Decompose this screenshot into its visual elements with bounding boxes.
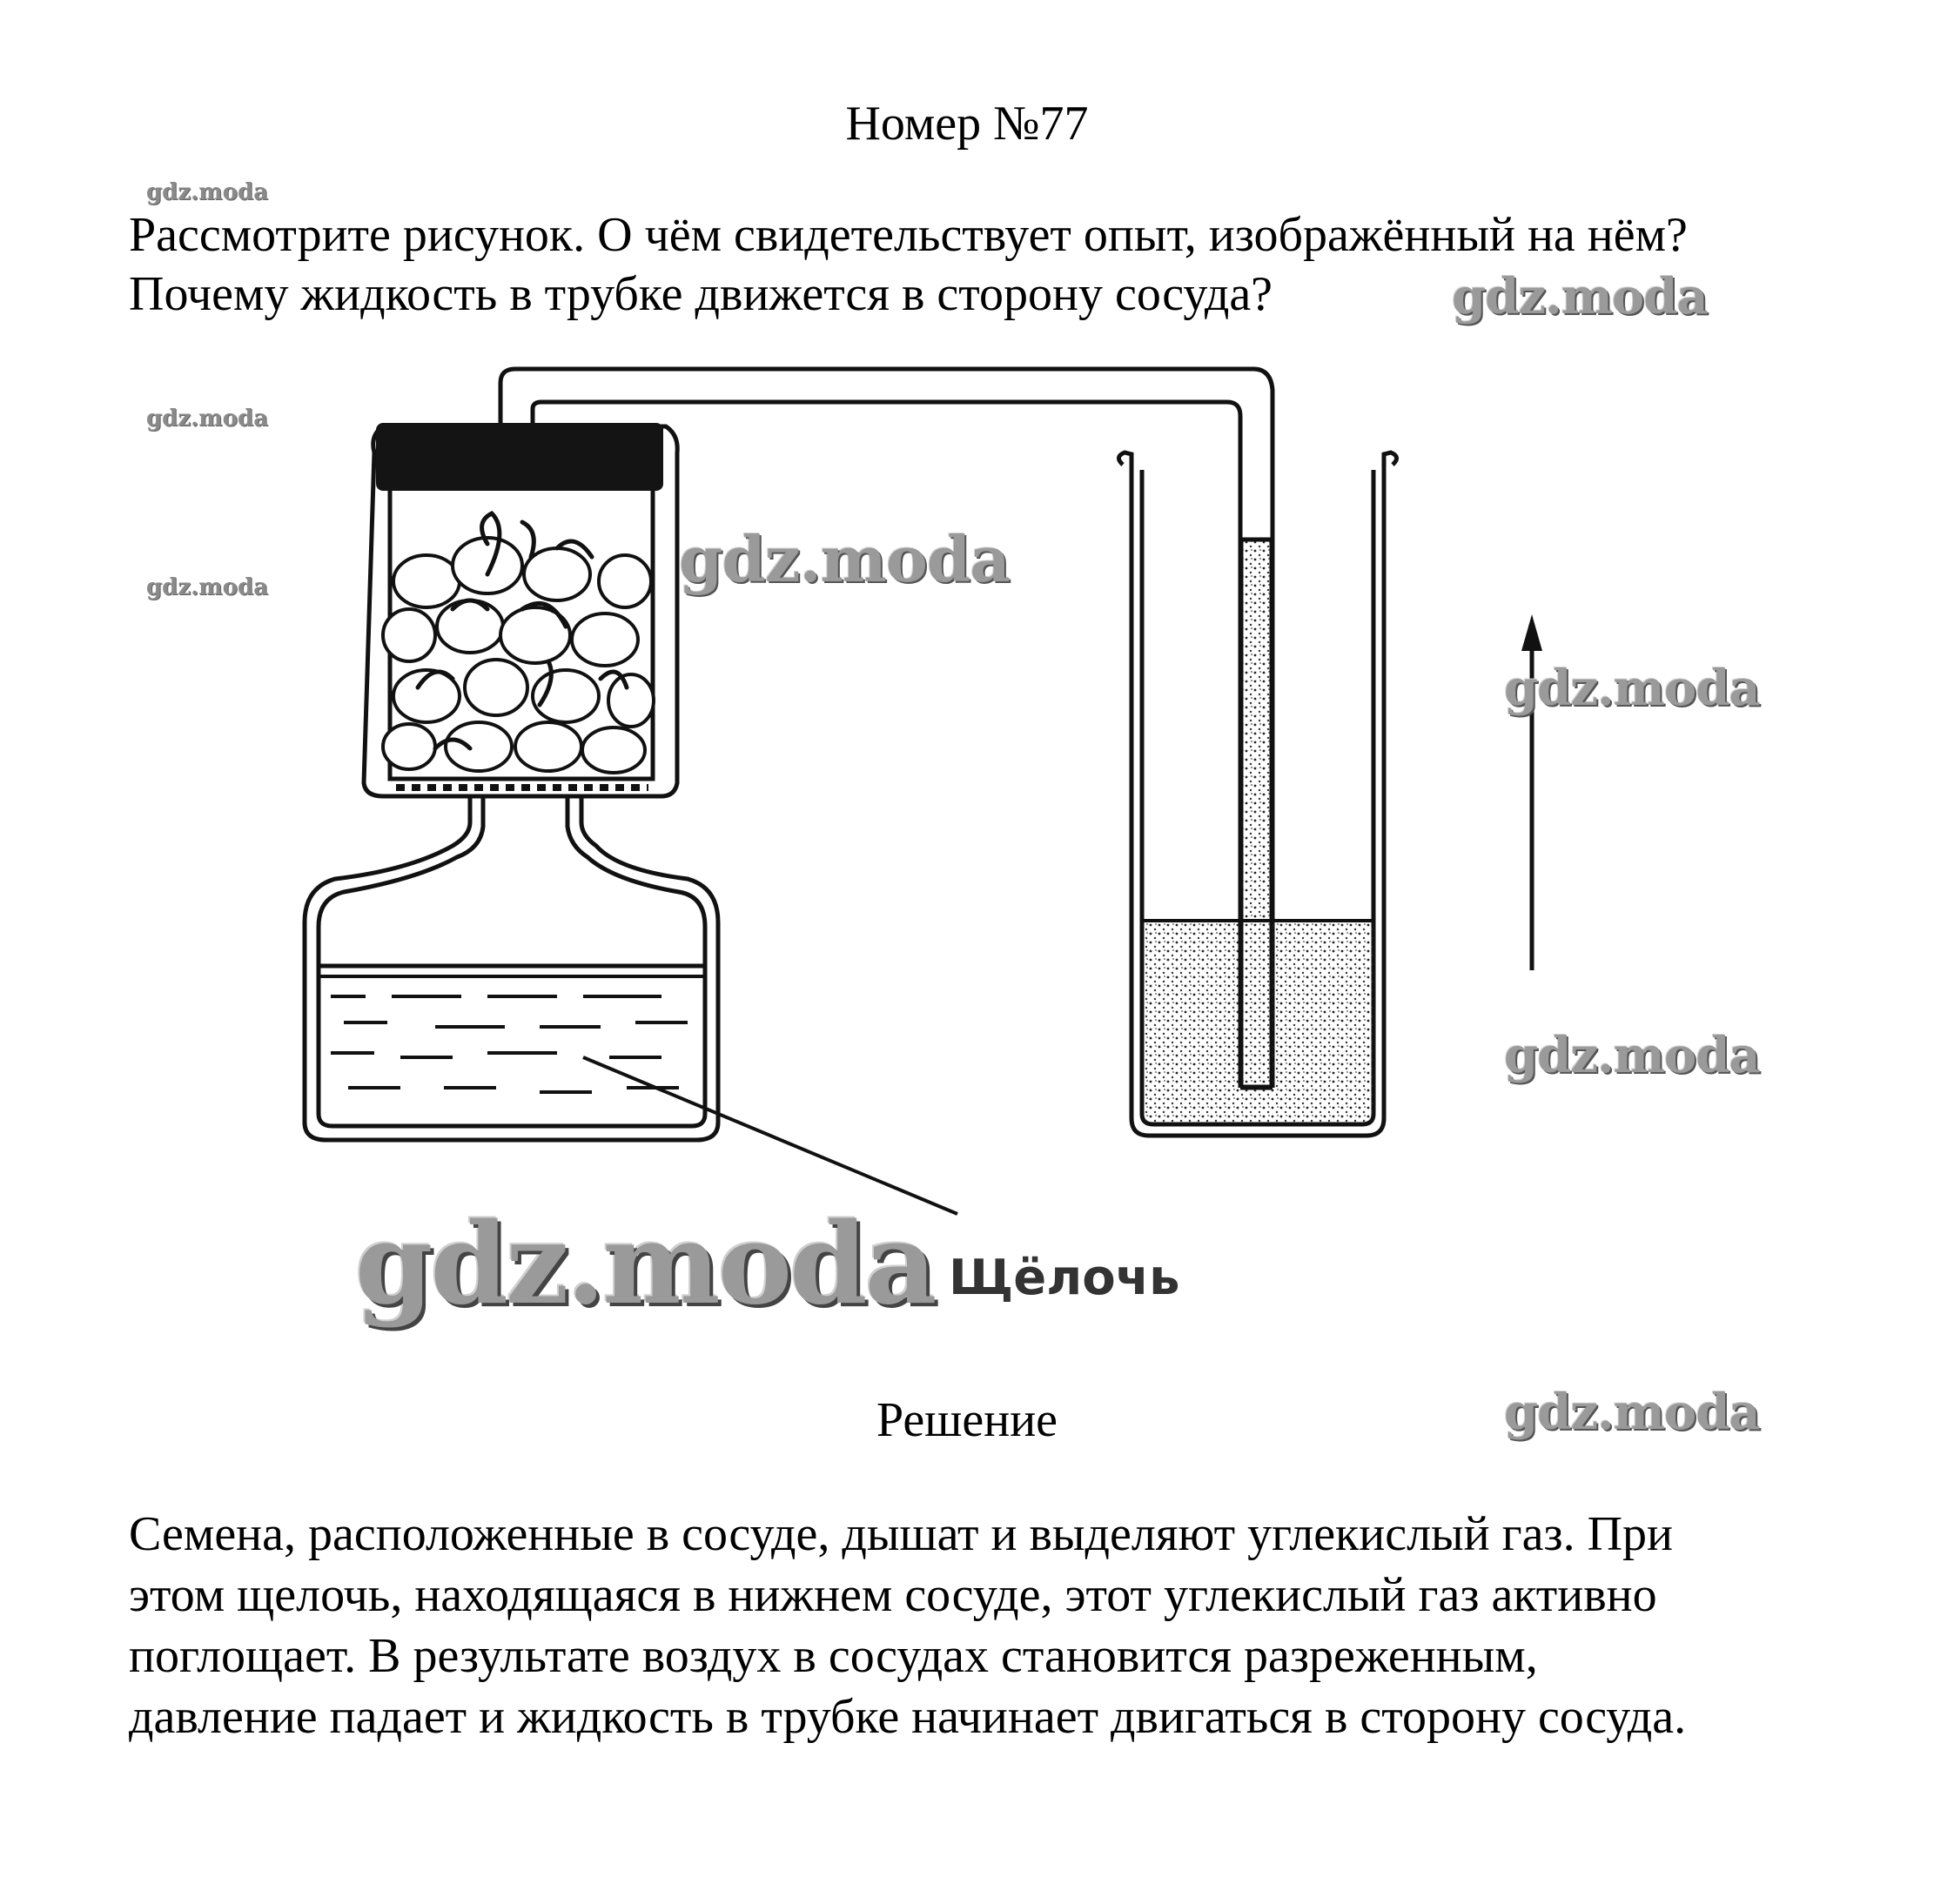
seeds (383, 538, 654, 773)
answer-line-3: поглощает. В результате воздух в сосудах становится разреженным, (129, 1629, 1538, 1683)
watermark: gdz.moda (146, 406, 269, 432)
question-line-2: Почему жидкость в трубке движется в сторону сосуда? (129, 267, 1273, 321)
answer-text (129, 1504, 1852, 1747)
question-line-1: Рассмотрите рисунок. О чём свидетельствует опыт, изображённый на нём? (129, 208, 1688, 262)
solution-title: Решение (876, 1393, 1058, 1447)
alkali-pointer (583, 1057, 957, 1214)
watermark: gdz.moda (679, 522, 1010, 596)
watermark: gdz.moda (146, 574, 269, 600)
answer-line-1: Семена, расположенные в сосуде, дышат и выделяют углекислый газ. При (129, 1507, 1673, 1561)
alkali-label: Щёлочь (949, 1250, 1180, 1306)
watermark: gdz.moda (1504, 1027, 1760, 1084)
alkali-liquid (319, 966, 705, 1092)
watermark: gdz.moda (1504, 1384, 1760, 1441)
watermark: gdz.moda (1452, 268, 1708, 325)
answer-line-2: этом щелочь, находящаяся в нижнем сосуде, этот углекислый газ активно (129, 1568, 1657, 1622)
watermark: gdz.moda (355, 1199, 935, 1330)
tube-liquid (1242, 540, 1271, 1086)
watermark: gdz.moda (1504, 660, 1760, 717)
jar-stopper (376, 423, 663, 491)
page-title: Номер №77 (845, 97, 1089, 151)
watermark: gdz.moda (146, 179, 269, 205)
answer-line-4: давление падает и жидкость в трубке начинает двигаться в сторону сосуда. (129, 1690, 1687, 1744)
